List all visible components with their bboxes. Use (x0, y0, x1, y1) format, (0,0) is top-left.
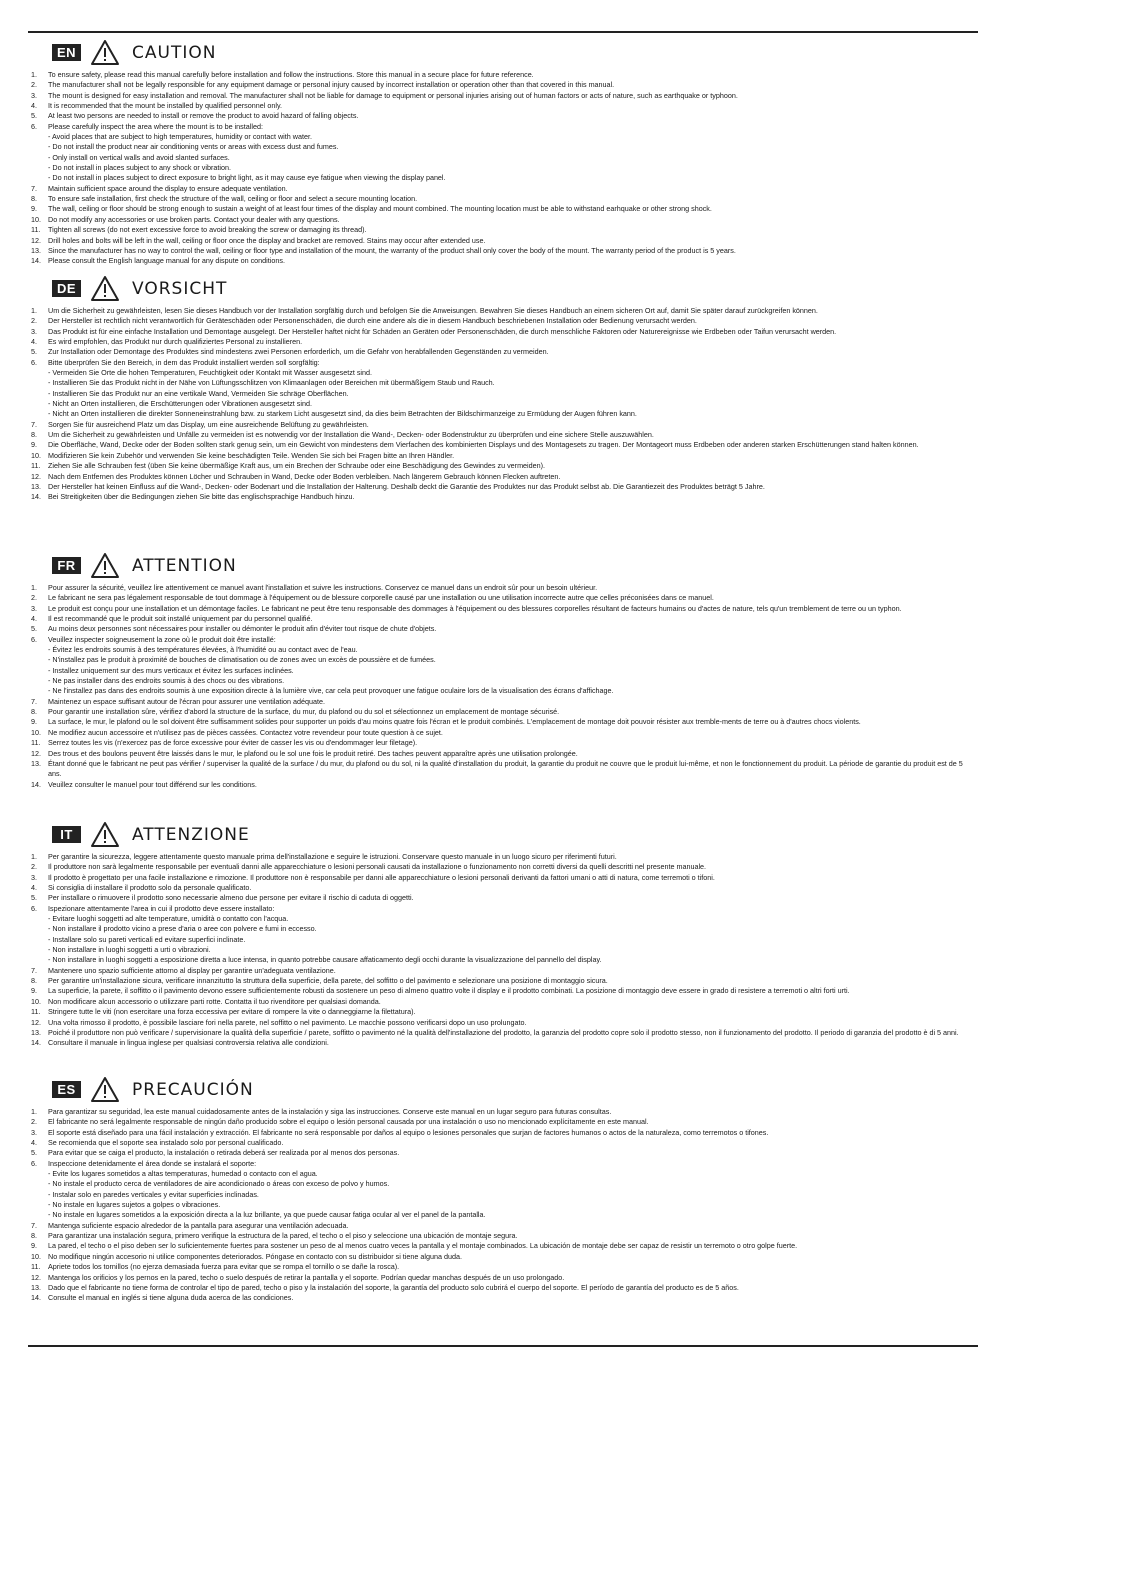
list-item (28, 440, 978, 450)
list-item (28, 91, 978, 101)
list-item (28, 759, 978, 780)
item-text: Il est recommandé que le produit soit installé uniquement par du personnel qualifié. (48, 614, 313, 624)
sub-item: - Avoid places that are subject to high temperatures, humidity or contact with water. (48, 132, 312, 142)
language-badge: ES (52, 1081, 81, 1098)
list-item (28, 461, 978, 471)
item-number: 12. (31, 471, 41, 481)
item-text: Para garantizar una instalación segura, primero verifique la estructura de la pared, el techo o el piso y seleccione una ubicación de montaje segura. (48, 1231, 518, 1241)
item-text: Since the manufacturer has no way to control the wall, ceiling or floor type and installation of the mount, the warranty of the product shall only cover the body of the mount. The warranty period of the product is 5 years. (48, 245, 736, 255)
list-item (28, 215, 978, 225)
item-number: 6. (31, 357, 37, 367)
item-number: 9. (31, 986, 37, 996)
warning-triangle-icon (90, 39, 120, 66)
item-number: 9. (31, 717, 37, 727)
item-number: 3. (31, 603, 37, 613)
item-number: 11. (31, 738, 41, 748)
item-text: Si consiglia di installare il prodotto solo da personale qualificato. (48, 883, 252, 893)
item-number: 10. (31, 214, 41, 224)
list-item (28, 1273, 978, 1283)
warning-triangle-icon (90, 1076, 120, 1103)
item-number: 14. (31, 1293, 41, 1303)
item-text: Stringere tutte le viti (non esercitare una forza eccessiva per evitare di rompere la vite o danneggiarne la filettatura). (48, 1007, 416, 1017)
item-text: El soporte está diseñado para una fácil instalación y extracción. El fabricante no será responsable por daños al equipo o lesiones personales que surjan de factores humanos o actos de la naturaleza, como terremotos o tifones. (48, 1127, 769, 1137)
item-number: 7. (31, 419, 37, 429)
item-number: 3. (31, 872, 37, 882)
list-item (28, 1038, 978, 1048)
item-text: Please carefully inspect the area where the mount is to be installed: (48, 121, 263, 131)
language-badge: DE (52, 280, 81, 297)
item-text: Maintenez un espace suffisant autour de l'écran pour assurer une ventilation adéquate. (48, 696, 325, 706)
item-number: 13. (31, 245, 41, 255)
item-number: 11. (31, 1262, 41, 1272)
item-text: Mantenga suficiente espacio alrededor de la pantalla para asegurar una ventilación adecuada. (48, 1220, 349, 1230)
sub-item: - Non installare in luoghi soggetti a esposizione diretta a luce intensa, in quanto potrebbe causare affaticamento degli occhi durante la visualizzazione del pannello del display. (48, 955, 602, 965)
list-item (28, 1262, 978, 1272)
item-number: 2. (31, 862, 37, 872)
item-number: 14. (31, 1038, 41, 1048)
list-item (28, 1283, 978, 1293)
list-item (28, 101, 978, 111)
sub-item: - Only install on vertical walls and avoid slanted surfaces. (48, 152, 230, 162)
item-text: La superficie, la parete, il soffitto o il pavimento devono essere sufficientemente robusti da sostenere un peso di almeno quattro volte il display e il prodotto combinati. La posizione di montaggio deve essere in grado di resistere a terremoti o altri forti urti. (48, 986, 850, 996)
item-number: 5. (31, 1148, 37, 1158)
list-item (28, 1107, 978, 1117)
item-number: 9. (31, 440, 37, 450)
language-badge: IT (52, 826, 81, 843)
list-item (28, 862, 978, 872)
item-text: Es wird empfohlen, das Produkt nur durch qualifiziertes Personal zu installieren. (48, 337, 303, 347)
item-number: 2. (31, 593, 37, 603)
item-number: 12. (31, 235, 41, 245)
item-text: Au moins deux personnes sont nécessaires pour installer ou démonter le produit afin d'éviter tout risque de chute d'objets. (48, 624, 437, 634)
list-item (28, 780, 978, 790)
item-text: Non modificare alcun accessorio o utilizzare parti rotte. Contatta il tuo rivenditore per qualsiasi domanda. (48, 996, 381, 1006)
item-number: 6. (31, 903, 37, 913)
item-text: Bitte überprüfen Sie den Bereich, in dem das Produkt installiert werden soll sorgfältig: (48, 357, 320, 367)
item-number: 13. (31, 1282, 41, 1292)
list-item (28, 707, 978, 717)
item-text: El fabricante no será legalmente responsable de ningún daño producido sobre el equipo o lesión personal causada por una instalación o uso no mencionado explícitamente en este manual. (48, 1117, 649, 1127)
sub-item: - Ne l'installez pas dans des endroits soumis à une exposition directe à la lumière vive, car cela peut provoquer une fatigue oculaire lors de la visualisation des écrans d'affichage. (48, 686, 614, 696)
item-number: 6. (31, 634, 37, 644)
list-item (28, 306, 978, 316)
item-text: Maintain sufficient space around the display to ensure adequate ventilation. (48, 183, 288, 193)
item-number: 11. (31, 1007, 41, 1017)
item-text: Il prodotto è progettato per una facile installazione e rimozione. Il produttore non è responsabile per danni alle apparecchiature o lesioni personali derivanti da fattori umani o atti di natura, come terremoti o tifoni. (48, 872, 715, 882)
list-item (28, 852, 978, 862)
item-text: No modifique ningún accesorio ni utilice componentes deteriorados. Póngase en contacto con su distribuidor si tiene alguna duda. (48, 1251, 462, 1261)
section-title: CAUTION (132, 43, 217, 63)
sub-item: - Evite los lugares sometidos a altas temperaturas, humedad o contacto con el agua. (48, 1169, 318, 1179)
item-text: Zur Installation oder Demontage des Produktes sind mindestens zwei Personen erforderlich, um die Gefahr von herabfallenden Gegenständen zu vermeiden. (48, 347, 549, 357)
item-number: 10. (31, 1251, 41, 1261)
sub-item: - Nicht an Orten installieren, die Erschütterungen oder Vibrationen ausgesetzt sind. (48, 399, 312, 409)
section-it (28, 822, 978, 1049)
section-title: PRECAUCIÓN (132, 1080, 254, 1100)
sub-item: - Nicht an Orten installieren die direkter Sonneneinstrahlung bzw. zu starkem Licht ausgesetzt sind, da dies beim Betrachten der Bildschirmanzeige zu Ermüdung der Augen führen kann. (48, 409, 637, 419)
item-number: 1. (31, 306, 37, 315)
item-text: Para evitar que se caiga el producto, la instalación o retirada deberá ser realizada por al menos dos personas. (48, 1148, 400, 1158)
list-item (28, 1117, 978, 1127)
list-item (28, 246, 978, 256)
item-text: Inspeccione detenidamente el área donde se instalará el soporte: (48, 1158, 257, 1168)
sub-item: - No instale en lugares sometidos a la exposición directa a la luz brillante, ya que puede causar fatiga ocular al ver el panel de la pantalla. (48, 1210, 486, 1220)
item-text: Consultare il manuale in lingua inglese per qualsiasi controversia relativa alle condizioni. (48, 1038, 329, 1048)
item-text: Pour assurer la sécurité, veuillez lire attentivement ce manuel avant l'installation et suivre les instructions. Conservez ce manuel dans un endroit sûr pour un besoin ultérieur. (48, 583, 598, 592)
section-heading (28, 276, 978, 306)
sub-item: - Do not install in places subject to direct exposure to bright light, as it may cause eye fatigue when viewing the display panel. (48, 173, 446, 183)
item-number: 10. (31, 727, 41, 737)
list-item (28, 1241, 978, 1251)
section-title: ATTENTION (132, 556, 237, 576)
sub-item: - Evitare luoghi soggetti ad alte temperature, umidità o contatto con l'acqua. (48, 914, 289, 924)
item-number: 3. (31, 326, 37, 336)
item-number: 11. (31, 461, 41, 471)
item-number: 5. (31, 347, 37, 357)
item-number: 13. (31, 758, 41, 768)
list-item (28, 1231, 978, 1241)
section-fr (28, 553, 978, 790)
list-item (28, 997, 978, 1007)
section-en (28, 40, 978, 267)
item-text: La pared, el techo o el piso deben ser lo suficientemente fuertes para sostener un peso de al menos cuatro veces la pantalla y el montaje combinados. La ubicación de montaje debe ser capaz de resistir un terremoto o otro golpe fuerte. (48, 1241, 798, 1251)
list-item (28, 80, 978, 90)
instruction-list (28, 852, 978, 1049)
section-heading (28, 40, 978, 70)
item-text: Ispezionare attentamente l'area in cui il prodotto deve essere installato: (48, 903, 275, 913)
item-number: 2. (31, 80, 37, 90)
list-item (28, 492, 978, 502)
list-item (28, 728, 978, 738)
item-number: 8. (31, 707, 37, 717)
section-heading (28, 1077, 978, 1107)
item-text: Dado que el fabricante no tiene forma de controlar el tipo de pared, techo o piso y la instalación del soporte, la garantía del producto solo cubrirá el cuerpo del soporte. El período de garantía del producto es de 5 años. (48, 1282, 739, 1292)
section-title: ATTENZIONE (132, 825, 250, 845)
item-text: The manufacturer shall not be legally responsible for any equipment damage or personal injury caused by incorrect installation or operation other than that covered in this manual. (48, 80, 615, 90)
item-text: Do not modify any accessories or use broken parts. Contact your dealer with any questions. (48, 214, 340, 224)
sub-item: - Non installare in luoghi soggetti a urti o vibrazioni. (48, 945, 211, 955)
list-item (28, 904, 978, 966)
bottom-rule (28, 1345, 978, 1347)
item-text: Le fabricant ne sera pas légalement responsable de tout dommage à l'équipement ou de blessure corporelle causé par une installation ou une utilisation incorrecte autre que celles préconisées dans ce manuel. (48, 593, 714, 603)
list-item (28, 256, 978, 266)
sub-item: - Do not install the product near air conditioning vents or areas with excess dust and fumes. (48, 142, 339, 152)
list-item (28, 873, 978, 883)
item-text: Ne modifiez aucun accessoire et n'utilisez pas de pièces cassées. Contactez votre revendeur pour toute question à ce sujet. (48, 727, 443, 737)
list-item (28, 327, 978, 337)
item-text: Drill holes and bolts will be left in the wall, ceiling or floor once the display and bracket are removed. Stains may occur after extended use. (48, 235, 486, 245)
item-number: 2. (31, 316, 37, 326)
item-text: Mantenere uno spazio sufficiente attorno al display per garantire un'adeguata ventilazione. (48, 965, 336, 975)
section-title: VORSICHT (132, 279, 228, 299)
language-badge: EN (52, 44, 81, 61)
list-item (28, 194, 978, 204)
warning-triangle-icon (90, 552, 120, 579)
item-number: 4. (31, 101, 37, 111)
item-text: Der Hersteller ist rechtlich nicht verantwortlich für Geräteschäden oder Personenschäden, die durch eine andere als die in diesem Handbuch beschriebenen Installation oder Bedienung verursacht werden. (48, 316, 697, 326)
item-number: 4. (31, 337, 37, 347)
item-number: 7. (31, 965, 37, 975)
list-item (28, 697, 978, 707)
list-item (28, 358, 978, 420)
list-item (28, 316, 978, 326)
item-text: Se recomienda que el soporte sea instalado solo por personal cualificado. (48, 1138, 284, 1148)
item-number: 9. (31, 204, 37, 214)
item-number: 1. (31, 70, 37, 79)
item-number: 3. (31, 90, 37, 100)
list-item (28, 893, 978, 903)
item-number: 6. (31, 1158, 37, 1168)
list-item (28, 624, 978, 634)
item-number: 4. (31, 883, 37, 893)
list-item (28, 1252, 978, 1262)
item-number: 1. (31, 583, 37, 592)
item-text: Please consult the English language manual for any dispute on conditions. (48, 256, 285, 266)
item-text: Modifizieren Sie kein Zubehör und verwenden Sie keine beschädigten Teile. Wenden Sie sich bei Fragen bitte an Ihren Händler. (48, 450, 455, 460)
item-text: Per installare o rimuovere il prodotto sono necessarie almeno due persone per evitare il rischio di caduta di oggetti. (48, 893, 414, 903)
item-text: Per garantire la sicurezza, leggere attentamente questo manuale prima dell'installazione e seguire le istruzioni. Conservare questo manuale in un luogo sicuro per riferimenti futuri. (48, 852, 617, 861)
item-number: 11. (31, 225, 41, 235)
item-number: 10. (31, 996, 41, 1006)
item-number: 2. (31, 1117, 37, 1127)
item-text: At least two persons are needed to install or remove the product to avoid hazard of falling objects. (48, 111, 359, 121)
list-item (28, 1159, 978, 1221)
item-text: Étant donné que le fabricant ne peut pas vérifier / superviser la qualité de la surface / du mur, du plafond ou du sol, ni la qualité d'installation du produit, la garantie du produit ne couvre que le produit lui-même, et non le fonctionnement du produit. La période de garantie du produit est de 5 ans. (48, 758, 963, 779)
list-item (28, 1007, 978, 1017)
list-item (28, 717, 978, 727)
list-item (28, 738, 978, 748)
item-text: Um die Sicherheit zu gewährleisten und Unfälle zu vermeiden ist es notwendig vor der Installation die Wand-, Decken- oder Bodenstruktur zu überprüfen und eine sichere Stelle auszuwählen. (48, 430, 654, 440)
list-item (28, 604, 978, 614)
item-number: 7. (31, 696, 37, 706)
warning-triangle-icon (90, 275, 120, 302)
sub-item: - Do not install in places subject to any shock or vibration. (48, 163, 231, 173)
item-text: Apriete todos los tornillos (no ejerza demasiada fuerza para evitar que se rompa el tornillo o se dañe la rosca). (48, 1262, 400, 1272)
item-text: The mount is designed for easy installation and removal. The manufacturer shall not be liable for damage to equipment or personal injuries arising out of human factors or acts of nature, such as earthquake or typhoon. (48, 90, 738, 100)
list-item (28, 1293, 978, 1303)
item-number: 14. (31, 492, 41, 502)
list-item (28, 184, 978, 194)
list-item (28, 883, 978, 893)
top-rule (28, 31, 978, 33)
item-text: Das Produkt ist für eine einfache Installation und Demontage ausgelegt. Der Hersteller haftet nicht für Schäden an Geräten oder Personenschäden, die durch menschliche Faktoren oder Naturereignisse wie Erdbeben oder Taifun verursacht werden. (48, 326, 837, 336)
item-number: 12. (31, 1272, 41, 1282)
item-number: 3. (31, 1127, 37, 1137)
item-number: 1. (31, 1107, 37, 1116)
list-item (28, 986, 978, 996)
item-text: Mantenga los orificios y los pernos en la pared, techo o suelo después de retirar la pantalla y el soporte. Podrían quedar manchas después de un uso prolongado. (48, 1272, 565, 1282)
list-item (28, 337, 978, 347)
list-item (28, 1028, 978, 1038)
list-item (28, 966, 978, 976)
item-text: To ensure safe installation, first check the structure of the wall, ceiling or floor and select a secure mounting location. (48, 194, 418, 204)
item-number: 10. (31, 450, 41, 460)
item-text: Bei Streitigkeiten über die Bedingungen ziehen Sie bitte das englischsprachige Handbuch hinzu. (48, 492, 355, 502)
warning-triangle-icon (90, 821, 120, 848)
list-item (28, 583, 978, 593)
item-text: The wall, ceiling or floor should be strong enough to sustain a weight of at least four times of the display and mount combined. The mounting location must be able to withstand earhquake or other strong shock. (48, 204, 712, 214)
list-item (28, 976, 978, 986)
item-number: 8. (31, 976, 37, 986)
sub-item: - Instalar solo en paredes verticales y evitar superficies inclinadas. (48, 1189, 259, 1199)
item-number: 13. (31, 481, 41, 491)
item-text: Consulte el manual en inglés si tiene alguna duda acerca de las condiciones. (48, 1293, 294, 1303)
item-number: 8. (31, 1231, 37, 1241)
list-item (28, 204, 978, 214)
sub-item: - Vermeiden Sie Orte die hohen Temperaturen, Feuchtigkeit oder Kontakt mit Wasser ausgesetzt sind. (48, 368, 372, 378)
item-text: Nach dem Entfernen des Produktes können Löcher und Schrauben in Wand, Decke oder Boden verbleiben. Nach längerem Gebrauch können Flecken auftreten. (48, 471, 561, 481)
list-item (28, 236, 978, 246)
list-item (28, 614, 978, 624)
item-number: 12. (31, 748, 41, 758)
item-number: 14. (31, 256, 41, 266)
list-item (28, 1148, 978, 1158)
item-text: Il produttore non sarà legalmente responsabile per eventuali danni alle apparecchiature o lesioni personali causati da installazione o funzionamento non corretti diversi da quelli descritti nel presente manuale. (48, 862, 707, 872)
item-number: 12. (31, 1017, 41, 1027)
item-number: 7. (31, 183, 37, 193)
list-item (28, 1018, 978, 1028)
list-item (28, 347, 978, 357)
sub-item: - Installare solo su pareti verticali ed evitare superfici inclinate. (48, 934, 246, 944)
list-item (28, 70, 978, 80)
sub-item: - Évitez les endroits soumis à des températures élevées, à l'humidité ou au contact avec de l'eau. (48, 645, 358, 655)
item-number: 4. (31, 614, 37, 624)
item-number: 5. (31, 111, 37, 121)
list-item (28, 1128, 978, 1138)
item-text: It is recommended that the mount be installed by qualified personnel only. (48, 101, 282, 111)
item-text: Des trous et des boulons peuvent être laissés dans le mur, le plafond ou le sol une fois le produit retiré. Des taches peuvent apparaître après une utilisation prolongée. (48, 748, 578, 758)
list-item (28, 472, 978, 482)
list-item (28, 111, 978, 121)
instruction-list (28, 306, 978, 503)
item-text: Um die Sicherheit zu gewährleisten, lesen Sie dieses Handbuch vor der Installation sorgfältig durch und befolgen Sie die Anweisungen. Bewahren Sie dieses Handbuch an einem sicheren Ort auf, damit Sie später darauf zurückgreifen können. (48, 306, 818, 315)
list-item (28, 430, 978, 440)
item-text: Sorgen Sie für ausreichend Platz um das Display, um eine ausreichende Belüftung zu gewährleisten. (48, 419, 369, 429)
item-text: Poiché il produttore non può verificare / supervisionare la qualità della superficie / parete, soffitto o pavimento né la qualità dell'installazione del prodotto, la garanzia del prodotto copre solo il prodotto stesso, non il funzionamento del prodotto. Il periodo di garanzia del prodotto è di 5 anni. (48, 1027, 959, 1037)
item-text: Die Oberfläche, Wand, Decke oder der Boden sollten stark genug sein, um ein Gewicht von mindestens dem Vierfachen des kombinierten Displays und des Montagesets zu tragen. Der Montageort muss Erdbeben oder anderen starken Erschütterungen stand halten können. (48, 440, 919, 450)
list-item (28, 225, 978, 235)
item-number: 13. (31, 1027, 41, 1037)
item-text: Una volta rimosso il prodotto, è possibile lasciare fori nella parete, nel soffitto o nel pavimento. Le macchie possono verificarsi dopo un uso prolungato. (48, 1017, 527, 1027)
sub-item: - Installieren Sie das Produkt nur an eine vertikale Wand, Vermeiden Sie schräge Oberflächen. (48, 388, 349, 398)
item-text: Para garantizar su seguridad, lea este manual cuidadosamente antes de la instalación y siga las instrucciones. Conserve este manual en un lugar seguro para futuras consultas. (48, 1107, 612, 1116)
list-item (28, 635, 978, 697)
sub-item: - No instale el producto cerca de ventiladores de aire acondicionado o áreas con exceso de polvo y humos. (48, 1179, 390, 1189)
section-es (28, 1077, 978, 1304)
item-number: 7. (31, 1220, 37, 1230)
list-item (28, 749, 978, 759)
instruction-list (28, 1107, 978, 1304)
item-text: Der Hersteller hat keinen Einfluss auf die Wand-, Decken- oder Bodenart und die Installation der Halterung. Deshalb deckt die Garantie des Produktes nur das Produkt selbst ab. Die Garantiezeit des Produktes beträgt 5 Jahre. (48, 481, 765, 491)
item-text: Tighten all screws (do not exert excessive force to avoid breaking the screw or damaging its thread). (48, 225, 367, 235)
item-number: 5. (31, 893, 37, 903)
item-text: Le produit est conçu pour une installation et un démontage faciles. Le fabricant ne peut être tenu responsable des dommages à l'équipement ou des blessures corporelles résultant de facteurs humains ou d'actes de nature, tels qu'un tremblement de terre ou un typhon. (48, 603, 902, 613)
sub-item: - Installez uniquement sur des murs verticaux et évitez les surfaces inclinées. (48, 665, 294, 675)
item-number: 4. (31, 1138, 37, 1148)
list-item (28, 122, 978, 184)
list-item (28, 420, 978, 430)
list-item (28, 1221, 978, 1231)
language-badge: FR (52, 557, 81, 574)
item-text: La surface, le mur, le plafond ou le sol doivent être suffisamment solides pour supporter un poids d'au moins quatre fois l'écran et le produit combinés. L'emplacement de montage doit pouvoir résister aux tremble-ments de terre ou à d'autres chocs violents. (48, 717, 861, 727)
list-item (28, 482, 978, 492)
instruction-list (28, 70, 978, 267)
item-number: 9. (31, 1241, 37, 1251)
sub-item: - Installieren Sie das Produkt nicht in der Nähe von Lüftungsschlitzen von Klimaanlagen oder Bereichen mit übermäßigem Staub und Rauch. (48, 378, 495, 388)
sub-item: - Non installare il prodotto vicino a prese d'aria o aree con polvere e fumi in eccesso. (48, 924, 317, 934)
item-number: 6. (31, 121, 37, 131)
sub-item: - N'installez pas le produit à proximité de bouches de climatisation ou de zones avec un excès de poussière et de fumées. (48, 655, 436, 665)
instruction-list (28, 583, 978, 790)
section-heading (28, 822, 978, 852)
section-de (28, 276, 978, 503)
item-text: To ensure safety, please read this manual carefully before installation and follow the instructions. Store this manual in a secure place for future reference. (48, 70, 534, 79)
list-item (28, 451, 978, 461)
item-number: 5. (31, 624, 37, 634)
item-text: Veuillez inspecter soigneusement la zone où le produit doit être installé: (48, 634, 276, 644)
item-number: 8. (31, 194, 37, 204)
section-heading (28, 553, 978, 583)
list-item (28, 1138, 978, 1148)
sub-item: - Ne pas installer dans des endroits soumis à des chocs ou des vibrations. (48, 676, 285, 686)
item-number: 1. (31, 852, 37, 861)
item-text: Pour garantir une installation sûre, vérifiez d'abord la structure de la surface, du mur, du plafond ou du sol et sélectionnez un emplacement de montage sécurisé. (48, 707, 560, 717)
list-item (28, 593, 978, 603)
item-text: Veuillez consulter le manuel pour tout différend sur les conditions. (48, 779, 257, 789)
item-text: Ziehen Sie alle Schrauben fest (üben Sie keine übermäßige Kraft aus, um ein Brechen der Schraube oder eine Beschädigung des Gewindes zu vermeiden). (48, 461, 546, 471)
item-text: Serrez toutes les vis (n'exercez pas de force excessive pour éviter de casser les vis ou d'endommager leur filetage). (48, 738, 418, 748)
sub-item: - No instale en lugares sujetos a golpes o vibraciones. (48, 1200, 221, 1210)
item-number: 14. (31, 779, 41, 789)
item-number: 8. (31, 430, 37, 440)
item-text: Per garantire un'installazione sicura, verificare innanzitutto la struttura della superficie, della parete, del soffitto o del pavimento e selezionare una posizione di montaggio sicura. (48, 976, 608, 986)
